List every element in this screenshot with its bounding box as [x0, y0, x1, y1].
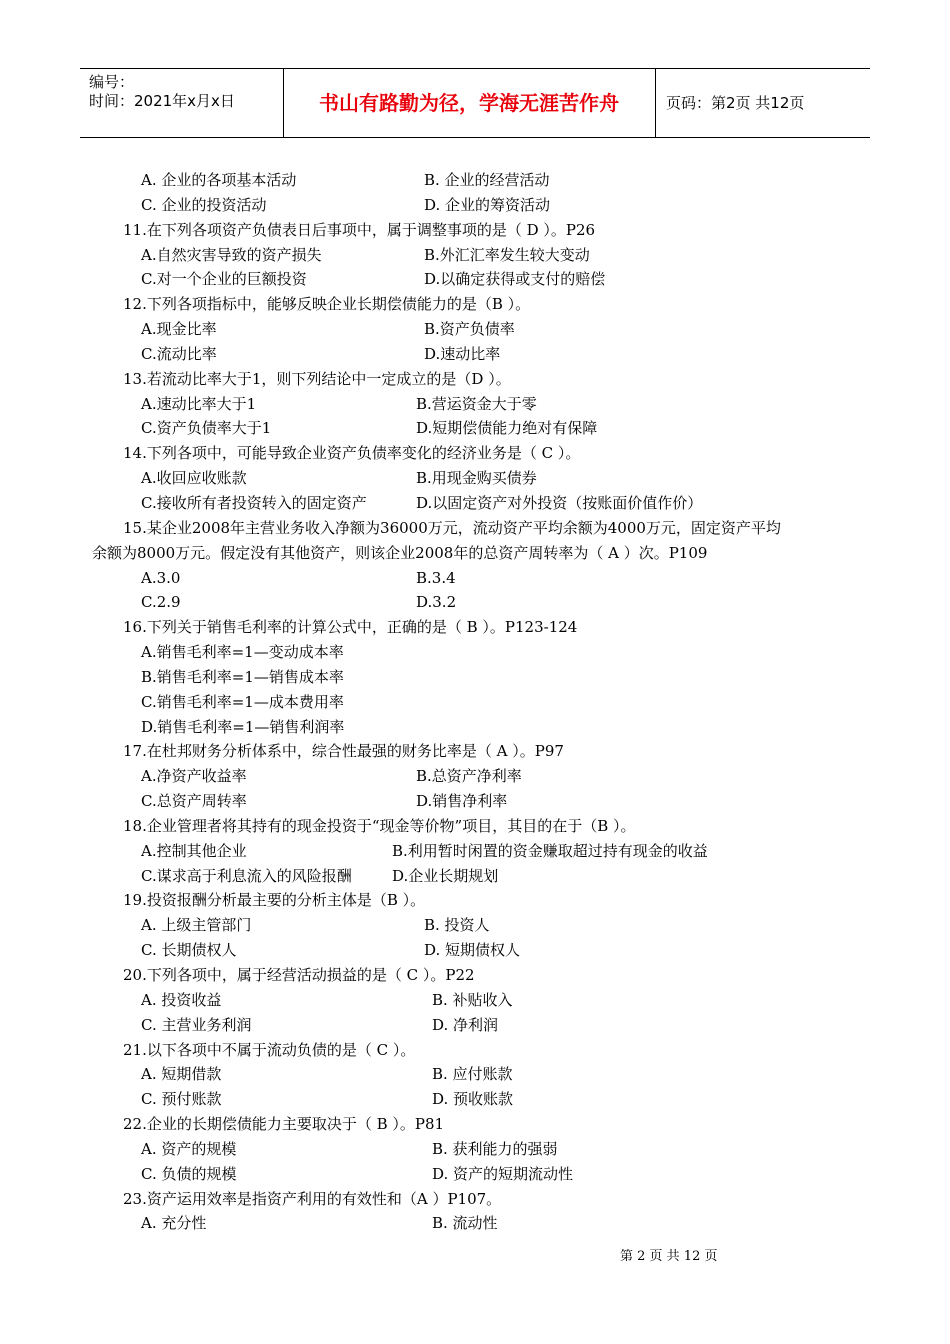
option-line	[0, 864, 950, 889]
option-left: A. 资产的规模	[141, 1139, 237, 1158]
option-left: A.净资产收益率	[141, 767, 247, 786]
option-right: D. 净利润	[432, 1015, 499, 1034]
option-left: A. 充分性	[141, 1214, 207, 1233]
option-left: C.总资产周转率	[141, 792, 247, 811]
option-line	[0, 715, 950, 740]
option-right: D. 资产的短期流动性	[432, 1164, 574, 1183]
option-line	[0, 243, 950, 268]
option-left: A.控制其他企业	[141, 841, 247, 860]
option-right: B. 企业的经营活动	[424, 171, 550, 189]
question-text: 19.投资报酬分析最主要的分析主体是（B ）。	[123, 891, 426, 910]
option-left: A.3.0	[141, 568, 181, 587]
question-line	[0, 516, 950, 541]
option-left: A. 企业的各项基本活动	[141, 171, 297, 189]
option-line	[0, 193, 950, 218]
option-line	[0, 267, 950, 292]
question-line	[0, 367, 950, 392]
option-line	[0, 1062, 950, 1087]
option-left: A.速动比率大于1	[141, 394, 257, 413]
option-line	[0, 665, 950, 690]
question-line	[0, 739, 950, 764]
question-text: 17.在杜邦财务分析体系中，综合性最强的财务比率是（ A ）。P97	[123, 742, 564, 761]
option-line	[0, 416, 950, 441]
option-line	[0, 317, 950, 342]
option-line	[0, 466, 950, 491]
option-right: D.企业长期规划	[392, 866, 499, 885]
option-right: D.销售净利率	[416, 792, 508, 811]
question-text: 11.在下列各项资产负债表日后事项中，属于调整事项的是（ D ）。P26	[123, 220, 596, 239]
option-line	[0, 1162, 950, 1187]
option-right: B. 补贴收入	[432, 990, 513, 1009]
option-line	[0, 1137, 950, 1162]
option-left: D.销售毛利率=1—销售利润率	[141, 717, 345, 736]
option-right: D.3.2	[416, 593, 457, 612]
option-left: A.销售毛利率=1—变动成本率	[141, 643, 344, 662]
option-left: C. 预付账款	[141, 1090, 222, 1109]
option-right: D.以确定获得或支付的赔偿	[424, 270, 606, 289]
option-right: B.利用暂时闲置的资金赚取超过持有现金的收益	[392, 841, 708, 860]
option-right: D.短期偿债能力绝对有保障	[416, 419, 598, 438]
question-line	[0, 1187, 950, 1212]
option-line	[0, 168, 950, 193]
option-right: B. 投资人	[424, 916, 490, 935]
option-left: C.资产负债率大于1	[141, 419, 272, 438]
question-line	[0, 1038, 950, 1063]
question-line	[0, 1112, 950, 1137]
question-text: 15.某企业2008年主营业务收入净额为36000万元，流动资产平均余额为4000万元，固定资产平均	[123, 518, 781, 537]
question-text: 20.下列各项中，属于经营活动损益的是（ C ）。P22	[123, 966, 475, 984]
option-right: B.营运资金大于零	[416, 394, 537, 413]
option-line	[0, 1087, 950, 1112]
option-line	[0, 590, 950, 615]
question-text: 12.下列各项指标中，能够反映企业长期偿债能力的是（B ）。	[123, 295, 531, 314]
option-line	[0, 988, 950, 1013]
question-text: 21.以下各项中不属于流动负债的是（ C ）。	[123, 1040, 416, 1059]
question-text: 余额为8000万元。假定没有其他资产，则该企业2008年的总资产周转率为（ A ）次。P109	[92, 543, 708, 562]
option-right: B.用现金购买债券	[416, 469, 537, 488]
option-left: A.自然灾害导致的资产损失	[141, 245, 322, 264]
question-text: 14.下列各项中，可能导致企业资产负债率变化的经济业务是（ C ）。	[123, 444, 581, 463]
time-label: 时间：2021年x月x日	[89, 92, 235, 110]
option-left: C. 长期债权人	[141, 941, 237, 960]
option-left: A. 短期借款	[141, 1065, 222, 1084]
option-line	[0, 491, 950, 516]
question-line	[0, 541, 950, 566]
option-line	[0, 789, 950, 814]
option-right: B.总资产净利率	[416, 767, 522, 786]
header-motto: 书山有路勤为径，学海无涯苦作舟	[319, 91, 619, 115]
option-line	[0, 764, 950, 789]
question-line	[0, 615, 950, 640]
question-list	[0, 168, 950, 1236]
option-left: A. 上级主管部门	[141, 916, 252, 935]
option-left: C. 主营业务利润	[141, 1015, 252, 1034]
option-left: C.销售毛利率=1—成本费用率	[141, 692, 344, 711]
option-left: C.流动比率	[141, 344, 217, 363]
option-right: B. 流动性	[432, 1214, 498, 1233]
option-right: D. 预收账款	[432, 1090, 514, 1109]
option-line	[0, 1211, 950, 1236]
question-line	[0, 292, 950, 317]
option-left: C.2.9	[141, 593, 181, 612]
question-text: 16.下列关于销售毛利率的计算公式中，正确的是（ B ）。P123-124	[123, 618, 578, 637]
option-right: B. 应付账款	[432, 1065, 513, 1084]
option-right: D.以固定资产对外投资（按账面价值作价）	[416, 493, 703, 512]
question-line	[0, 888, 950, 913]
option-left: C.接收所有者投资转入的固定资产	[141, 493, 367, 512]
option-line	[0, 839, 950, 864]
header-divider	[655, 69, 656, 137]
option-right: D. 短期债权人	[424, 941, 521, 960]
option-line	[0, 640, 950, 665]
header-page-info: 页码：第2页 共12页	[666, 94, 805, 112]
option-left: A.收回应收账款	[141, 469, 247, 488]
option-right: D.速动比率	[424, 344, 501, 363]
option-line	[0, 913, 950, 938]
option-left: C. 企业的投资活动	[141, 195, 267, 214]
option-right: B. 获利能力的强弱	[432, 1139, 558, 1158]
option-right: B.资产负债率	[424, 320, 515, 339]
question-text: 13.若流动比率大于1，则下列结论中一定成立的是（D ）。	[123, 369, 511, 388]
option-right: B.3.4	[416, 568, 456, 587]
option-right: B.外汇汇率发生较大变动	[424, 245, 590, 264]
question-text: 22.企业的长期偿债能力主要取决于（ B ）。P81	[123, 1115, 445, 1134]
question-line	[0, 441, 950, 466]
option-left: B.销售毛利率=1—销售成本率	[141, 667, 344, 686]
question-line	[0, 963, 950, 988]
serial-label: 编号：	[89, 73, 135, 91]
page-header	[80, 68, 870, 138]
option-line	[0, 342, 950, 367]
option-line	[0, 938, 950, 963]
option-line	[0, 392, 950, 417]
question-text: 18.企业管理者将其持有的现金投资于“现金等价物”项目，其目的在于（B ）。	[123, 816, 636, 835]
option-line	[0, 690, 950, 715]
option-left: C.谋求高于利息流入的风险报酬	[141, 866, 352, 885]
header-meta	[89, 73, 235, 111]
page-footer: 第 2 页 共 12 页	[620, 1249, 718, 1264]
question-text: 23.资产运用效率是指资产利用的有效性和（A ）P107。	[123, 1189, 502, 1208]
option-left: A. 投资收益	[141, 990, 222, 1009]
question-line	[0, 814, 950, 839]
option-left: C. 负债的规模	[141, 1164, 237, 1183]
option-right: D. 企业的筹资活动	[424, 195, 551, 214]
option-line	[0, 1013, 950, 1038]
question-line	[0, 218, 950, 243]
option-left: C.对一个企业的巨额投资	[141, 270, 307, 289]
option-line	[0, 566, 950, 591]
option-left: A.现金比率	[141, 320, 217, 339]
